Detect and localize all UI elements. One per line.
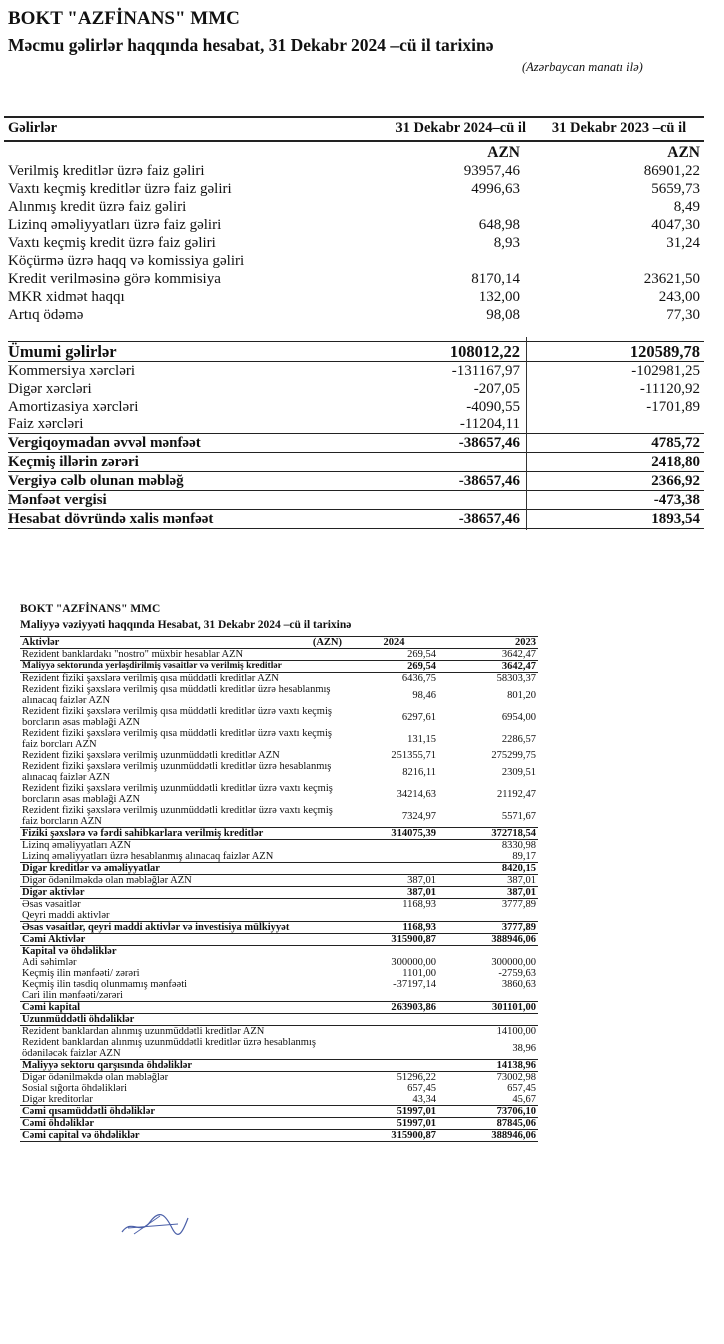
value-2023: 275299,75 <box>491 750 536 761</box>
income-row <box>8 363 704 381</box>
taxable-amount-row <box>8 473 704 491</box>
value-2023: -102981,25 <box>631 363 700 379</box>
value-2024: 1168,93 <box>350 922 438 934</box>
value-2024: 132,00 <box>478 289 520 305</box>
row-label: Kapital və öhdəliklər <box>22 946 117 957</box>
row-label: Rezident banklardan alınmış uzunmüddətli kreditlər üzrə hesablanmış ödəniləcək faizlər AZN <box>20 1037 350 1060</box>
value-2023: -2759,63 <box>498 968 536 979</box>
table-row <box>20 1072 538 1084</box>
income-row <box>8 199 704 217</box>
value-2024: 7324,97 <box>350 805 438 828</box>
value-2023: 5659,73 <box>651 181 700 197</box>
row-label: Köçürmə üzrə haqq və komissiya gəliri <box>8 253 245 269</box>
value-2023: 77,30 <box>666 307 700 323</box>
header-2023: 31 Dekabr 2023 –cü il <box>551 120 687 136</box>
value-2024: 314075,39 <box>350 828 438 840</box>
value-2024: 6436,75 <box>401 673 436 684</box>
value-2023 <box>438 946 538 958</box>
row-label: Rezident banklardakı "nostro" müxbir hesablar AZN <box>20 649 350 661</box>
table-row <box>20 1026 538 1038</box>
value-2024: 8170,14 <box>471 271 520 287</box>
value-2024 <box>350 1037 438 1060</box>
header-assets <box>20 637 350 649</box>
table-row <box>20 1130 538 1142</box>
value-2024: 6297,61 <box>401 711 436 723</box>
table-row <box>20 968 538 979</box>
value-2023: 31,24 <box>666 235 700 251</box>
value-2023: 14138,96 <box>438 1060 538 1072</box>
value-2024: 1168,93 <box>402 899 436 910</box>
income-row <box>8 163 704 181</box>
table-row <box>20 946 538 958</box>
prior-losses-row <box>8 454 704 472</box>
row-label: Lizinq əməliyyatları üzrə hesablanmış alınacaq faizlər AZN <box>20 851 350 863</box>
value-2023: 38,96 <box>438 1037 538 1060</box>
row-label: Lizinq əməliyyatları üzrə faiz gəliri <box>8 217 222 233</box>
value-2024 <box>350 863 438 875</box>
income-row <box>8 253 704 271</box>
table-row <box>20 728 538 750</box>
value-2023: 45,67 <box>438 1094 538 1106</box>
table-row <box>20 934 538 946</box>
income-row <box>8 235 704 253</box>
row-label: Rezident fiziki şəxslərə verilmiş uzunmüddətli kreditlər üzrə vaxtı keçmiş faiz borcların AZN <box>20 805 350 828</box>
row-label: Mənfəət vergisi <box>8 492 107 508</box>
value-2024 <box>350 1026 438 1038</box>
table-row <box>20 1002 538 1014</box>
row-label: Cəmi qısamüddətli öhdəliklər <box>20 1106 350 1118</box>
table-row <box>20 649 538 661</box>
table-row <box>20 1094 538 1106</box>
value-2023: 120589,78 <box>629 342 700 361</box>
header-2024: 31 Dekabr 2024–cü il <box>395 120 526 136</box>
header-2023: 2023 <box>438 637 538 649</box>
row-label: Sosial sığorta öhdəlikləri <box>22 1083 127 1094</box>
table-row <box>20 863 538 875</box>
value-2024 <box>350 990 438 1002</box>
income-row <box>8 289 704 307</box>
table-row <box>20 828 538 840</box>
profit-tax-row <box>8 492 704 510</box>
row-label: Rezident banklardan alınmış uzunmüddətli kreditlər AZN <box>22 1026 265 1037</box>
header-assets-label: Aktivlər <box>22 637 60 648</box>
currency-note: (Azərbaycan manatı ilə) <box>522 60 643 74</box>
value-2024: 657,45 <box>407 1083 436 1094</box>
income-statement <box>0 0 724 540</box>
value-2024: 263903,86 <box>350 1002 438 1014</box>
table-row <box>20 910 538 922</box>
value-2023: 89,17 <box>438 851 538 863</box>
row-label: Digər xərcləri <box>8 381 92 397</box>
value-2024: 131,15 <box>407 733 436 745</box>
table-row <box>20 1118 538 1130</box>
company-name: BOKT "AZFİNANS" MMC <box>8 8 240 29</box>
row-label: Uzunmüddətli öhdəliklər <box>20 1014 350 1026</box>
row-label: Kredit verilməsinə görə kommisiya <box>8 271 221 287</box>
row-label: Rezident fiziki şəxslərə verilmiş qısa müddətli kreditlər AZN <box>22 673 279 684</box>
row-label: Rezident fiziki şəxslərə verilmiş qısa müddətli kreditlər üzrə vaxtı keçmiş borcların əsas məbləği AZN <box>22 706 332 728</box>
value-2023: 372718,54 <box>438 828 538 840</box>
value-2023: 1893,54 <box>651 511 700 527</box>
table-row <box>20 684 538 706</box>
row-label: Rezident fiziki şəxslərə verilmiş uzunmüddətli kreditlər üzrə vaxtı keçmiş borcların əsas məbləği AZN <box>22 783 333 805</box>
value-2024: -11204,11 <box>459 416 520 432</box>
row-label: Ümumi gəlirlər <box>8 342 117 361</box>
table-row <box>20 840 538 852</box>
value-2023: 3777,89 <box>438 922 538 934</box>
value-2023 <box>438 1014 538 1026</box>
row-label: Digər aktivlər <box>20 887 350 899</box>
value-2023: 21192,47 <box>497 788 536 800</box>
value-2023: -1701,89 <box>646 399 700 415</box>
row-label: Rezident fiziki şəxslərə verilmiş qısa müddətli kreditlər üzrə vaxtı keçmiş faiz borcları AZN <box>22 728 332 750</box>
header-unit: (AZN) <box>312 637 342 648</box>
income-row <box>8 271 704 289</box>
value-2024: -37197,14 <box>393 979 436 990</box>
row-label: Vaxtı keçmiş kredit üzrə faiz gəliri <box>8 235 216 251</box>
currency-2024: AZN <box>487 144 520 161</box>
table-row <box>20 957 538 968</box>
value-2023: 388946,06 <box>438 934 538 946</box>
row-label: Cari ilin mənfəəti/zərəri <box>20 990 350 1002</box>
table-header <box>20 637 538 649</box>
income-row <box>8 181 704 199</box>
value-2024: 34214,63 <box>396 788 436 800</box>
value-2024 <box>350 840 438 852</box>
table-row <box>20 899 538 911</box>
value-2024: 51296,22 <box>396 1072 436 1083</box>
row-label: Keçmiş ilin mənfəəti/ zərəri <box>22 968 140 979</box>
row-label: Cəmi Aktivlər <box>20 934 350 946</box>
value-2024 <box>350 1060 438 1072</box>
table-row <box>20 979 538 990</box>
value-2023: 87845,06 <box>438 1118 538 1130</box>
company-name: BOKT "AZFİNANS" MMC <box>20 603 161 615</box>
statement-title: Məcmu gəlirlər haqqında hesabat, 31 Dekabr 2024 –cü il tarixinə <box>8 35 494 55</box>
row-label: Digər ödənilməkdə olan məbləğlər AZN <box>20 875 350 887</box>
header-2024: 2024 <box>350 637 438 649</box>
value-2023: 801,20 <box>507 689 536 701</box>
net-profit-row <box>8 511 704 529</box>
value-2024: 269,54 <box>350 661 438 673</box>
value-2024: 51997,01 <box>350 1106 438 1118</box>
value-2024: 387,01 <box>350 875 438 887</box>
value-2023: 387,01 <box>438 887 538 899</box>
value-2023: 301101,00 <box>438 1002 538 1014</box>
value-2023: 388946,06 <box>438 1130 538 1142</box>
row-label: Adi səhimlər <box>22 957 77 968</box>
total-income-row <box>8 341 704 362</box>
value-2023: -473,38 <box>653 492 700 508</box>
value-2023: 4047,30 <box>651 217 700 233</box>
value-2023: 3642,47 <box>438 649 538 661</box>
row-label: Hesabat dövründə xalis mənfəət <box>8 511 214 527</box>
value-2023: 5571,67 <box>438 805 538 828</box>
value-2023: 14100,00 <box>496 1026 536 1037</box>
row-label: Əsas vəsaitlər <box>22 899 81 910</box>
value-2024: 1101,00 <box>402 968 436 979</box>
row-label: Digər kreditlər və əməliyyatlar <box>20 863 350 875</box>
value-2023: 2286,57 <box>501 733 536 745</box>
row-label: Maliyyə sektorunda yerləşdirilmiş vəsaitlər və verilmiş kreditlər <box>20 661 350 673</box>
value-2024: 51997,01 <box>350 1118 438 1130</box>
row-label: Cəmi capital və öhdəliklər <box>20 1130 350 1142</box>
value-2024: -207,05 <box>473 381 520 397</box>
value-2023: 387,01 <box>438 875 538 887</box>
income-table-header <box>4 116 704 142</box>
table-row <box>20 887 538 899</box>
income-row <box>8 381 704 399</box>
income-row <box>8 307 704 325</box>
row-label: Əsas vəsaitlər, qeyri maddi aktivlər və investisiya mülkiyyət <box>20 922 350 934</box>
income-row <box>8 217 704 235</box>
row-label: Verilmiş kreditlər üzrə faiz gəliri <box>8 163 205 179</box>
value-2023: 2366,92 <box>651 473 700 489</box>
value-2024: 98,46 <box>412 689 436 701</box>
table-row <box>20 783 538 805</box>
value-2023: 3777,89 <box>501 899 536 910</box>
value-2024: 300000,00 <box>391 957 436 968</box>
pretax-profit-row <box>8 435 704 453</box>
value-2024: -131167,97 <box>451 363 520 379</box>
row-label: Rezident fiziki şəxslərə verilmiş qısa müddətli kreditlər üzrə hesablanmış alınacaq faizlər AZN <box>22 684 331 706</box>
value-2023: 657,45 <box>507 1083 536 1094</box>
currency-2023: AZN <box>667 144 700 161</box>
value-2023: 23621,50 <box>643 271 700 287</box>
value-2024 <box>350 910 438 922</box>
balance-sheet <box>0 600 724 1250</box>
value-2023: -11120,92 <box>639 381 700 397</box>
row-label: Rezident fiziki şəxslərə verilmiş uzunmüddətli kreditlər üzrə hesablanmış alınacaq faizlər AZN <box>22 761 332 783</box>
table-row <box>20 851 538 863</box>
header-income: Gəlirlər <box>8 120 58 136</box>
value-2023: 8330,98 <box>501 840 536 851</box>
value-2024 <box>350 1014 438 1026</box>
income-row <box>8 416 704 434</box>
row-label: Digər kreditorlar <box>20 1094 350 1106</box>
column-divider <box>526 337 527 530</box>
table-row <box>20 661 538 673</box>
value-2024: 251355,71 <box>391 750 436 761</box>
row-label: Amortizasiya xərcləri <box>8 399 139 415</box>
value-2023: 2418,80 <box>651 454 700 470</box>
value-2024: 8,93 <box>493 235 520 251</box>
value-2023: 73002,98 <box>496 1072 536 1083</box>
value-2024: 98,08 <box>486 307 520 323</box>
row-label: Vergiqoymadan əvvəl mənfəət <box>8 435 201 451</box>
value-2024: 108012,22 <box>449 342 520 361</box>
row-label: Cəmi öhdəliklər <box>20 1118 350 1130</box>
value-2024: 43,34 <box>350 1094 438 1106</box>
table-row <box>20 922 538 934</box>
table-row <box>20 750 538 761</box>
value-2024: 315900,87 <box>350 1130 438 1142</box>
value-2024: -4090,55 <box>466 399 520 415</box>
row-label: Artıq ödəmə <box>8 307 84 323</box>
value-2024: 648,98 <box>478 217 520 233</box>
value-2024: 315900,87 <box>350 934 438 946</box>
value-2024: 387,01 <box>350 887 438 899</box>
row-label: Fiziki şəxslərə və fərdi sahibkarlara verilmiş kreditlər <box>20 828 350 840</box>
value-2023: 6954,00 <box>501 711 536 723</box>
signature-scribble <box>120 1212 190 1238</box>
value-2024: 8216,11 <box>402 766 436 778</box>
table-row <box>20 875 538 887</box>
value-2023 <box>438 990 538 1002</box>
value-2023 <box>438 910 538 922</box>
row-label: Keçmiş ilin təsdiq olunmamış mənfəəti <box>22 979 188 990</box>
value-2024: -38657,46 <box>458 473 520 489</box>
table-row <box>20 1083 538 1094</box>
table-row <box>20 761 538 783</box>
value-2023: 300000,00 <box>491 957 536 968</box>
row-label: Vaxtı keçmiş kreditlər üzrə faiz gəliri <box>8 181 232 197</box>
value-2024: 4996,63 <box>471 181 520 197</box>
value-2024: 269,54 <box>350 649 438 661</box>
row-label: Faiz xərcləri <box>8 416 84 432</box>
value-2023: 2309,51 <box>501 766 536 778</box>
value-2023: 243,00 <box>658 289 700 305</box>
row-label: Vergiyə cəlb olunan məbləğ <box>8 473 184 489</box>
row-label: Kommersiya xərcləri <box>8 363 136 379</box>
value-2023: 73706,10 <box>438 1106 538 1118</box>
value-2023: 4785,72 <box>651 435 700 451</box>
value-2023: 3860,63 <box>501 979 536 990</box>
value-2024: -38657,46 <box>458 435 520 451</box>
table-row <box>20 805 538 828</box>
row-label: Digər ödənilməkdə olan məbləğlər <box>22 1072 169 1083</box>
value-2023: 86901,22 <box>643 163 700 179</box>
row-label: MKR xidmət haqqı <box>8 289 125 305</box>
table-row <box>20 990 538 1002</box>
value-2023: 58303,37 <box>496 673 536 684</box>
table-row <box>20 1060 538 1072</box>
row-label: Alınmış kredit üzrə faiz gəliri <box>8 199 187 215</box>
table-row <box>20 1106 538 1118</box>
balance-sheet-table <box>20 636 538 1142</box>
value-2024: 93957,46 <box>463 163 520 179</box>
income-row <box>8 399 704 417</box>
statement-title: Maliyyə vəziyyəti haqqında Hesabat, 31 Dekabr 2024 –cü il tarixinə <box>20 619 352 631</box>
value-2024 <box>350 851 438 863</box>
table-row <box>20 673 538 685</box>
value-2023: 8,49 <box>673 199 700 215</box>
value-2023: 3642,47 <box>438 661 538 673</box>
row-label: Maliyyə sektoru qarşısında öhdəliklər <box>20 1060 350 1072</box>
row-label: Keçmiş illərin zərəri <box>8 454 139 470</box>
table-row <box>20 1014 538 1026</box>
table-row <box>20 1037 538 1060</box>
value-2024: -38657,46 <box>458 511 520 527</box>
value-2024 <box>350 946 438 958</box>
value-2023: 8420,15 <box>438 863 538 875</box>
row-label: Rezident fiziki şəxslərə verilmiş uzunmüddətli kreditlər AZN <box>22 750 280 761</box>
row-label: Cəmi kapital <box>20 1002 350 1014</box>
table-row <box>20 706 538 728</box>
row-label: Lizinq əməliyyatları AZN <box>22 840 132 851</box>
row-label: Qeyri maddi aktivlər <box>20 910 350 922</box>
